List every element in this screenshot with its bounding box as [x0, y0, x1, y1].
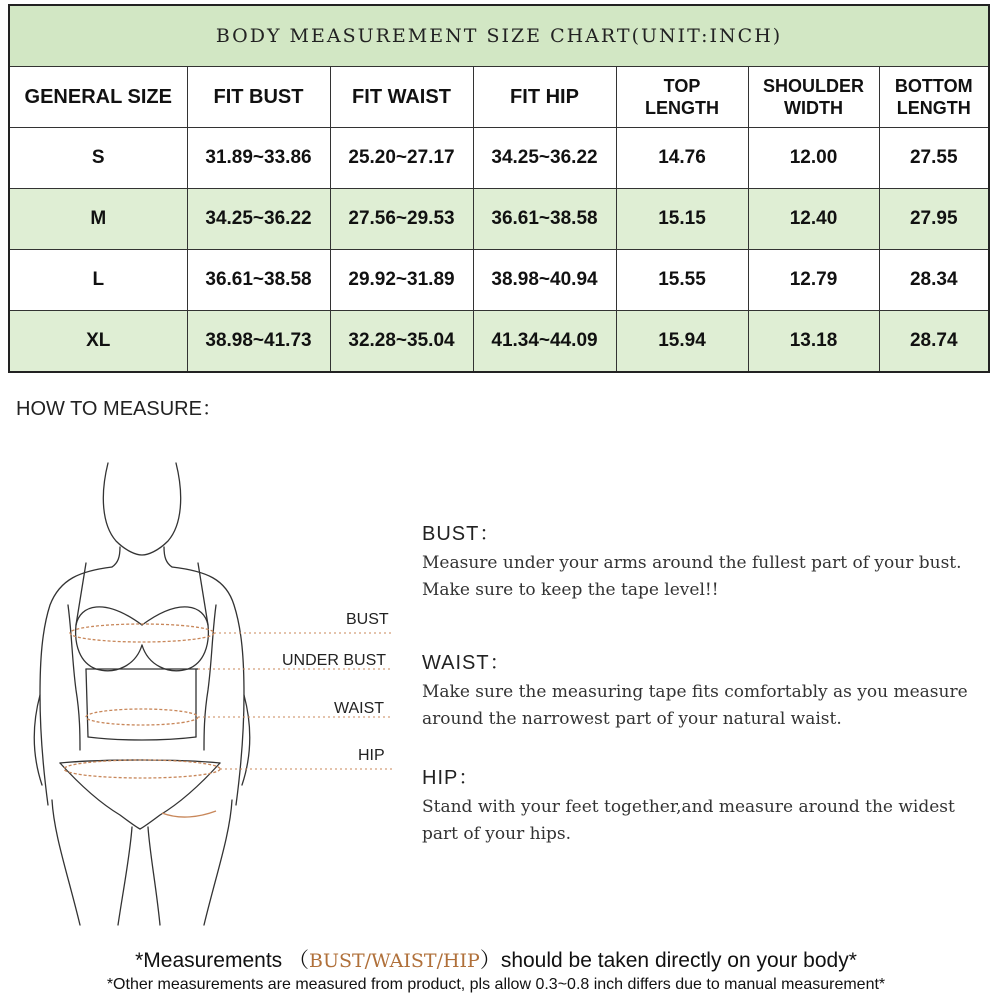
column-header — [748, 67, 879, 128]
measurement-cell: 38.98~41.73 — [187, 311, 330, 373]
table-row — [9, 128, 989, 189]
measurement-cell: 36.61~38.58 — [187, 250, 330, 311]
measurement-cell: 27.55 — [879, 128, 989, 189]
table-body — [9, 128, 989, 373]
figure-label-bust: BUST — [346, 611, 389, 628]
column-header-text: TOP — [663, 76, 701, 96]
waist-line-1: Make sure the measuring tape fits comfortably as you measure — [422, 682, 968, 702]
measurement-cell: 31.89~33.86 — [187, 128, 330, 189]
column-header — [330, 67, 473, 128]
table-row — [9, 250, 989, 311]
figure-label-waist: WAIST — [334, 700, 385, 717]
measurement-cell: 15.94 — [616, 311, 748, 373]
measurement-note-prefix: *Measurements （ — [135, 949, 309, 972]
bust-line-2: Make sure to keep the tape level!! — [422, 580, 719, 600]
measurement-cell: 34.25~36.22 — [473, 128, 616, 189]
measurement-cell: 32.28~35.04 — [330, 311, 473, 373]
measurement-cell: 13.18 — [748, 311, 879, 373]
measurement-note-accent: BUST/WAIST/HIP — [309, 950, 480, 972]
measurement-cell: 28.34 — [879, 250, 989, 311]
column-header — [879, 67, 989, 128]
column-header-text: BOTTOM — [894, 76, 973, 96]
size-chart-table — [8, 4, 990, 373]
column-header-text: LENGTH — [896, 98, 971, 118]
figure-label-hip: HIP — [358, 747, 385, 764]
measurement-cell: 29.92~31.89 — [330, 250, 473, 311]
column-header-text: WIDTH — [784, 98, 843, 118]
body-outline-illustration — [20, 455, 410, 935]
tolerance-note: *Other measurements are measured from product, pls allow 0.3~0.8 inch differs due to manual measurement* — [106, 976, 886, 993]
column-header — [9, 67, 187, 128]
column-header-text: FIT BUST — [213, 85, 304, 108]
waist-line-2: around the narrowest part of your natural waist. — [422, 709, 842, 729]
measurement-note — [0, 944, 992, 974]
bust-line-1: Measure under your arms around the fullest part of your bust. — [422, 553, 962, 573]
measurement-cell: 14.76 — [616, 128, 748, 189]
measurement-cell: 15.55 — [616, 250, 748, 311]
hip-instructions — [422, 761, 982, 848]
hip-heading: HIP： — [422, 767, 480, 789]
measurement-cell: 27.95 — [879, 189, 989, 250]
column-header — [616, 67, 748, 128]
column-header — [473, 67, 616, 128]
size-label-cell: L — [9, 250, 187, 311]
measurement-cell: 12.79 — [748, 250, 879, 311]
measurement-cell: 28.74 — [879, 311, 989, 373]
size-label-cell: S — [9, 128, 187, 189]
column-header-text: LENGTH — [645, 98, 719, 118]
measurement-cell: 12.40 — [748, 189, 879, 250]
size-label-cell: M — [9, 189, 187, 250]
column-header-text: GENERAL SIZE — [24, 85, 172, 108]
column-header — [187, 67, 330, 128]
table-header-row — [9, 67, 989, 128]
size-label-cell: XL — [9, 311, 187, 373]
table-row — [9, 189, 989, 250]
column-header-text: SHOULDER — [762, 76, 864, 96]
body-measurement-figure — [20, 455, 410, 935]
bust-instructions — [422, 517, 982, 604]
column-header-text: FIT WAIST — [352, 85, 451, 108]
measurement-cell: 34.25~36.22 — [187, 189, 330, 250]
measurement-cell: 36.61~38.58 — [473, 189, 616, 250]
measurement-cell: 25.20~27.17 — [330, 128, 473, 189]
table-row — [9, 311, 989, 373]
measurement-cell: 27.56~29.53 — [330, 189, 473, 250]
size-chart-title: BODY MEASUREMENT SIZE CHART(UNIT:INCH) — [9, 5, 989, 67]
measurement-cell: 12.00 — [748, 128, 879, 189]
hip-line-2: part of your hips. — [422, 824, 572, 844]
measurement-cell: 41.34~44.09 — [473, 311, 616, 373]
how-to-measure-title: HOW TO MEASURE： — [16, 398, 222, 420]
hip-line-1: Stand with your feet together,and measure around the widest — [422, 797, 955, 817]
measurement-cell: 38.98~40.94 — [473, 250, 616, 311]
bust-heading: BUST： — [422, 523, 501, 545]
waist-instructions — [422, 646, 982, 733]
column-header-text: FIT HIP — [510, 85, 579, 108]
figure-label-under-bust: UNDER BUST — [282, 652, 387, 669]
measurement-cell: 15.15 — [616, 189, 748, 250]
waist-heading: WAIST： — [422, 652, 511, 674]
measurement-note-suffix: ）should be taken directly on your body* — [479, 949, 857, 972]
